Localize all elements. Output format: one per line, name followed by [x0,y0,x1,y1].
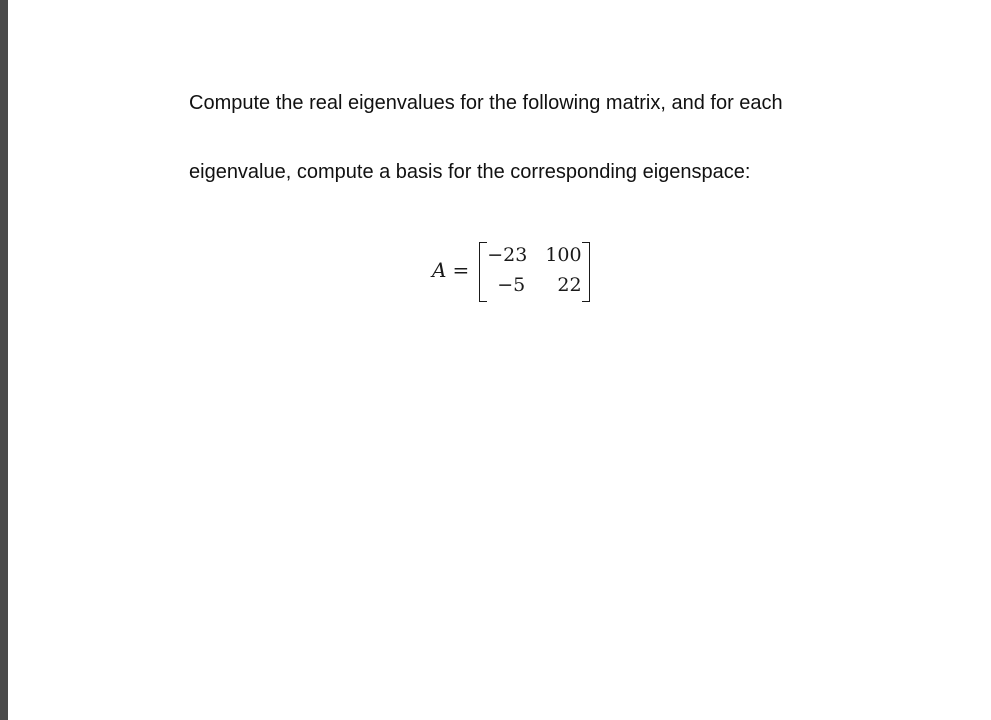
matrix [479,240,589,300]
equals-sign: = [452,258,470,282]
matrix-variable: A [432,258,447,282]
document-page [8,0,991,720]
viewer-gutter [0,0,8,720]
matrix-entry-r2c1: −5 [497,274,526,296]
matrix-entry-r1c1: −23 [487,244,528,266]
matrix-entry-r1c2: 100 [545,244,582,266]
matrix-entry-r2c2: 22 [557,274,582,296]
right-bracket [582,242,590,302]
left-bracket [479,242,487,302]
problem-text-line-1: Compute the real eigenvalues for the following matrix, and for each [189,92,783,114]
problem-text-line-2: eigenvalue, compute a basis for the corresponding eigenspace: [189,161,751,183]
matrix-equation [432,236,590,304]
